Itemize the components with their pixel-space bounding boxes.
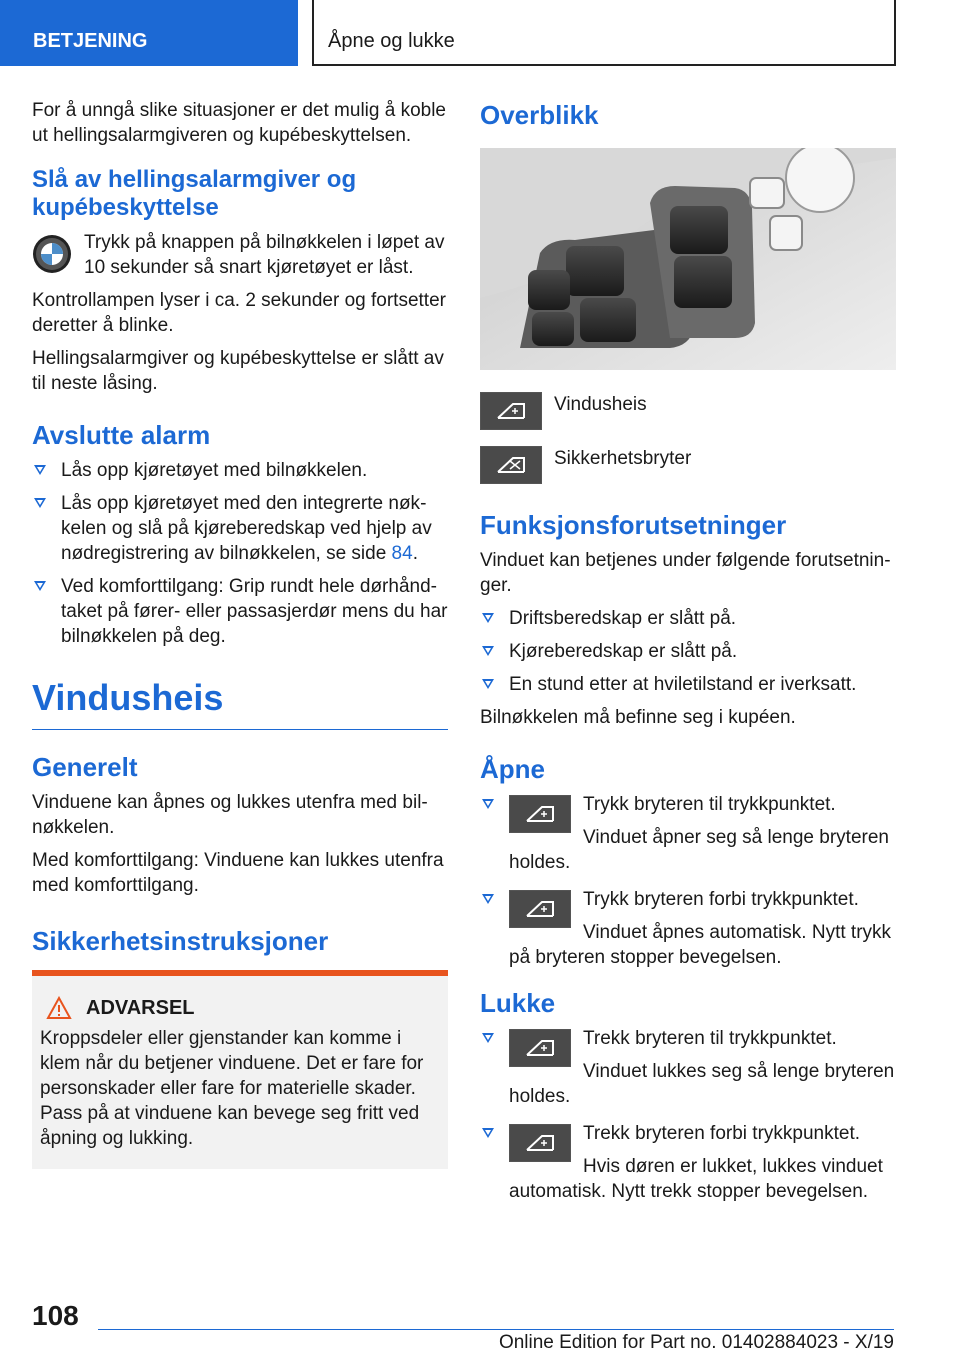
close-steps xyxy=(480,1026,896,1204)
list-item-text: Kjøreberedskap er slått på. xyxy=(509,641,738,662)
bullet-triangle-icon xyxy=(34,581,46,591)
footer-edition: Online Edition for Part no. 01402884023 - X/19 xyxy=(498,1332,894,1353)
paragraph-bilnokkel: Bilnøkkelen må befinne seg i kupéen. xyxy=(480,707,796,728)
list-item xyxy=(480,606,896,631)
step-line-2: Vinduet åpner seg så lenge bryteren holdes. xyxy=(509,827,889,873)
list-item xyxy=(480,1026,896,1109)
step-line-1: Trekk bryteren forbi trykkpunktet. xyxy=(583,1123,861,1144)
heading-slaa-av: Slå av hellingsalarmgiver og kupébeskyttelse xyxy=(32,166,357,221)
list-item xyxy=(480,887,896,970)
intro-paragraph: For å unngå slike situasjoner er det mulig å koble ut hellingsalarmgiveren og kupébeskyttelsen. xyxy=(32,100,447,146)
window-switch-icon xyxy=(509,890,571,928)
step-line-2: Vinduet åpnes automatisk. Nytt trykk på bryteren stopper bevegelsen. xyxy=(509,922,892,968)
heading-generelt: Generelt xyxy=(32,752,138,782)
footer-divider xyxy=(98,1329,894,1330)
section-tab: BETJENING xyxy=(0,0,298,66)
heading-aapne: Åpne xyxy=(480,754,545,784)
heading-vindusheis: Vindusheis xyxy=(32,677,448,730)
legend-row xyxy=(480,392,896,430)
bullet-triangle-icon xyxy=(482,1033,494,1043)
list-item-text: Driftsberedskap er slått på. xyxy=(509,608,737,629)
list-item-text: Ved komforttilgang: Grip rundt hele dørhåndtaket på fører- eller passasjerdør mens du har bilnøkkelen på deg. xyxy=(61,576,448,647)
heading-funksjon: Funksjonsforutsetninger xyxy=(480,510,787,540)
list-item xyxy=(480,672,896,697)
heading-sikkerhet: Sikkerhetsinstruksjoner xyxy=(32,926,329,956)
paragraph-generelt-1: Vinduene kan åpnes og lukkes utenfra med bilnøkkelen. xyxy=(32,792,428,838)
left-column xyxy=(32,98,448,1169)
window-switch-icon xyxy=(480,392,542,430)
paragraph-funksjon: Vinduet kan betjenes under følgende forutsetninger. xyxy=(480,550,891,596)
list-item xyxy=(32,458,448,483)
step-line-1: Trykk bryteren til trykkpunktet. xyxy=(583,794,836,815)
window-switch-icon xyxy=(509,1124,571,1162)
alarm-list xyxy=(32,458,448,649)
paragraph-kontroll: Kontrollampen lyser i ca. 2 sekunder og fortsetter deretter å blinke. xyxy=(32,290,446,336)
right-column xyxy=(480,100,896,1216)
page-number: 108 xyxy=(32,1300,79,1331)
bullet-triangle-icon xyxy=(482,1128,494,1138)
page-link[interactable]: 84 xyxy=(391,543,413,564)
open-steps xyxy=(480,792,896,970)
paragraph-helling: Hellingsalarmgiver og kupébeskyttelse er slått av til neste låsing. xyxy=(32,348,444,394)
list-item-text: Lås opp kjøretøyet med bilnøkkelen. xyxy=(61,460,368,481)
key-instruction-row xyxy=(32,230,448,280)
step-line-1: Trekk bryteren til trykkpunktet. xyxy=(583,1028,837,1049)
list-item-text: Lås opp kjøretøyet med den integrerte nøkkelen og slå på kjøreberedskap ved hjelp av nødregistrering av bilnøkkelen, se side xyxy=(61,493,432,564)
list-item xyxy=(480,639,896,664)
legend-label: Vindusheis xyxy=(554,394,647,415)
warning-text: Kroppsdeler eller gjenstander kan komme i klem når du betjener vinduene. Det er fare for personskader eller fare for materielle skader. Pass på at vinduene kan bevege seg fritt ved åpning og lukking. xyxy=(40,1028,424,1149)
warning-triangle-icon xyxy=(46,996,72,1020)
warning-header xyxy=(46,996,440,1020)
heading-avslutte-alarm: Avslutte alarm xyxy=(32,420,211,450)
list-item xyxy=(32,574,448,649)
paragraph-generelt-2: Med komforttilgang: Vinduene kan lukkes utenfra med komforttilgang. xyxy=(32,850,444,896)
bullet-triangle-icon xyxy=(482,646,494,656)
list-item-text: En stund etter at hviletilstand er iverksatt. xyxy=(509,674,857,695)
safety-switch-icon xyxy=(480,446,542,484)
bullet-triangle-icon xyxy=(482,799,494,809)
bullet-triangle-icon xyxy=(34,465,46,475)
window-switch-photo xyxy=(480,148,896,370)
chapter-title: Åpne og lukke xyxy=(312,0,896,66)
warning-box xyxy=(32,970,448,1169)
heading-lukke: Lukke xyxy=(480,988,556,1018)
bullet-triangle-icon xyxy=(482,679,494,689)
step-line-2: Hvis døren er lukket, lukkes vinduet automatisk. Nytt trekk stopper bevegelsen. xyxy=(509,1156,883,1202)
legend-label: Sikkerhetsbryter xyxy=(554,448,692,469)
step-line-1: Trykk bryteren forbi trykkpunktet. xyxy=(583,889,859,910)
page-header xyxy=(0,0,960,66)
list-item-end: . xyxy=(412,543,418,564)
step-line-2: Vinduet lukkes seg så lenge bryteren holdes. xyxy=(509,1061,895,1107)
bullet-triangle-icon xyxy=(34,498,46,508)
warning-title: ADVARSEL xyxy=(86,996,195,1019)
legend-row xyxy=(480,446,896,484)
bullet-triangle-icon xyxy=(482,613,494,623)
list-item xyxy=(480,1121,896,1204)
list-item xyxy=(480,792,896,875)
window-switch-icon xyxy=(509,795,571,833)
requirements-list xyxy=(480,606,896,697)
bmw-key-icon xyxy=(32,234,72,274)
bullet-triangle-icon xyxy=(482,894,494,904)
list-item xyxy=(32,491,448,566)
heading-overblikk: Overblikk xyxy=(480,100,599,130)
window-switch-icon xyxy=(509,1029,571,1067)
key-instruction-text: Trykk på knappen på bilnøkkelen i løpet av 10 sekunder så snart kjøretøyet er låst. xyxy=(84,232,445,278)
